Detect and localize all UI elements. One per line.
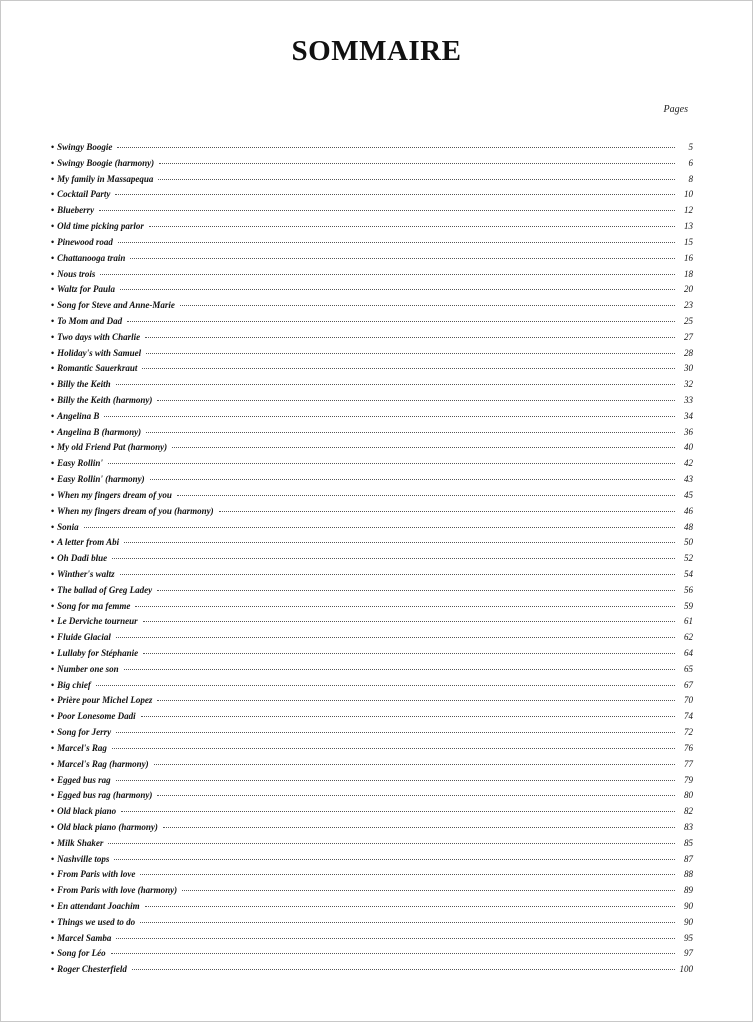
toc-entry-page-number: 36 (684, 426, 693, 437)
bullet: • (51, 221, 55, 232)
dot-leader (112, 546, 675, 559)
toc-entry-title: Song for Léo (57, 948, 106, 959)
toc-entry-title: Things we used to do (57, 916, 136, 927)
toc-entry-page-number: 5 (688, 142, 693, 152)
bullet: • (51, 489, 55, 500)
bullet: • (51, 474, 55, 485)
toc-entry-page-number: 72 (684, 727, 693, 738)
toc-entry-title: Old black piano (harmony) (57, 821, 158, 832)
bullet: • (51, 189, 55, 200)
dot-leader (154, 752, 675, 765)
bullet: • (51, 553, 55, 564)
toc-entry-page-number: 12 (684, 205, 693, 216)
page-title: SOMMAIRE (291, 35, 462, 67)
bullet: • (51, 584, 55, 595)
toc-entry-title: Song for Steve and Anne-Marie (57, 300, 175, 311)
toc-entry-title: My old Friend Pat (harmony) (57, 442, 168, 453)
toc-entry-title: My family in Massapequa (57, 173, 154, 184)
toc-entry-page-number: 34 (684, 410, 693, 421)
bullet: • (51, 853, 55, 864)
dot-leader (112, 736, 675, 749)
toc-entry-title: Blueberry (57, 205, 95, 216)
toc-entry-title: En attendant Joachim (57, 901, 140, 911)
dot-leader (96, 673, 675, 686)
bullet: • (51, 663, 55, 674)
toc-entry-page-number: 90 (684, 901, 693, 911)
toc-entry-page-number: 20 (684, 284, 693, 295)
toc-entry-title: Roger Chesterfield (57, 964, 127, 975)
toc-entry-page-number: 46 (684, 505, 693, 516)
dot-leader (135, 594, 675, 607)
toc-entry-title: When my fingers dream of you (harmony) (57, 505, 214, 516)
toc-entry-title: Swingy Boogie (57, 142, 113, 152)
bullet: • (51, 932, 55, 943)
dot-leader (100, 262, 675, 275)
toc-entry-page-number: 89 (684, 885, 693, 896)
toc-entry-title: From Paris with love (57, 869, 136, 880)
toc-entry-page-number: 56 (684, 584, 693, 595)
dot-leader (163, 815, 675, 828)
toc-entry-title: Easy Rollin' (harmony) (57, 474, 145, 485)
toc-entry-title: Prière pour Michel Lopez (57, 695, 153, 706)
toc-entry-title: Egged bus rag (harmony) (57, 790, 153, 801)
bullet: • (51, 600, 55, 611)
toc-entry-title: A letter from Abi (57, 537, 120, 548)
toc-entry-page-number: 28 (684, 347, 693, 358)
bullet: • (51, 236, 55, 247)
bullet: • (51, 521, 55, 532)
bullet: • (51, 774, 55, 785)
dot-leader (145, 894, 675, 907)
bullet: • (51, 410, 55, 421)
dot-leader (116, 768, 675, 781)
toc-entry-title: Angelina B (harmony) (57, 426, 142, 437)
toc-entry-title: From Paris with love (harmony) (57, 885, 178, 896)
dot-leader (172, 435, 675, 448)
toc-entry-page-number: 77 (684, 758, 693, 769)
dot-leader (146, 420, 675, 433)
dot-leader (108, 831, 675, 844)
toc-entry-page-number: 25 (684, 315, 693, 326)
dot-leader (143, 641, 675, 654)
toc-entry-page-number: 67 (684, 679, 693, 690)
toc-entry-title: Holiday's with Samuel (57, 347, 142, 358)
toc-entry-title: Chattanooga train (57, 252, 126, 263)
toc-entry-title: Nous trois (57, 268, 96, 279)
dot-leader (157, 578, 675, 591)
dot-leader (99, 198, 675, 211)
bullet: • (51, 315, 55, 326)
bullet: • (51, 648, 55, 658)
toc-entry-title: Billy the Keith (harmony) (57, 395, 153, 405)
bullet: • (51, 205, 55, 216)
dot-leader (159, 151, 675, 164)
toc-entry-page-number: 76 (684, 742, 693, 753)
bullet: • (51, 821, 55, 832)
toc-entry-title: The ballad of Greg Ladey (57, 584, 153, 595)
toc-entry-title: Easy Rollin' (57, 458, 103, 469)
toc-entry-title: Marcel's Rag (57, 742, 107, 753)
toc-entry-page-number: 90 (684, 916, 693, 927)
dot-leader (121, 799, 675, 812)
bullet: • (51, 869, 55, 880)
dot-leader (177, 483, 675, 496)
dot-leader (120, 562, 675, 575)
toc-entry-page-number: 80 (684, 790, 693, 801)
bullet: • (51, 268, 55, 279)
toc-entry-title: Pinewood road (57, 236, 113, 247)
toc-entry-page-number: 23 (684, 300, 693, 311)
dot-leader (149, 214, 675, 227)
toc-entry-page-number: 74 (684, 711, 693, 722)
toc-entry-title: Lullaby for Stéphanie (57, 648, 139, 658)
toc-entry (51, 959, 693, 975)
table-of-contents (51, 137, 693, 975)
dot-leader (114, 847, 675, 860)
toc-entry-page-number: 40 (684, 442, 693, 453)
dot-leader (141, 704, 675, 717)
bullet: • (51, 758, 55, 769)
dot-leader (145, 325, 675, 338)
bullet: • (51, 173, 55, 184)
toc-entry-title: Cocktail Party (57, 189, 111, 200)
dot-leader (130, 246, 675, 259)
toc-entry-page-number: 18 (684, 268, 693, 279)
toc-entry-page-number: 82 (684, 806, 693, 817)
toc-entry-title: Old black piano (57, 806, 117, 817)
dot-leader (219, 499, 675, 512)
dot-leader (124, 657, 675, 670)
dot-leader (140, 862, 675, 875)
dot-leader (143, 609, 675, 622)
toc-entry-page-number: 61 (684, 616, 693, 627)
toc-entry-page-number: 48 (684, 521, 693, 532)
dot-leader (158, 167, 675, 180)
bullet: • (51, 885, 55, 896)
bullet: • (51, 964, 55, 975)
dot-leader (116, 926, 675, 939)
toc-entry-page-number: 70 (684, 695, 693, 706)
dot-leader (120, 277, 675, 290)
toc-entry-title: Song for Jerry (57, 727, 112, 738)
toc-entry-page-number: 85 (684, 837, 693, 848)
toc-entry-title: Fluide Glacial (57, 632, 111, 643)
bullet: • (51, 379, 55, 390)
toc-entry-title: Big chief (57, 679, 91, 690)
bullet: • (51, 742, 55, 753)
toc-entry-page-number: 59 (684, 600, 693, 611)
bullet: • (51, 568, 55, 579)
toc-entry-title: Song for ma femme (57, 600, 131, 611)
dot-leader (104, 404, 675, 417)
bullet: • (51, 806, 55, 817)
toc-entry-title: Sonia (57, 521, 79, 532)
toc-entry-title: Swingy Boogie (harmony) (57, 157, 155, 168)
toc-entry-title: Marcel's Rag (harmony) (57, 758, 149, 769)
dot-leader (157, 388, 675, 401)
bullet: • (51, 426, 55, 437)
toc-entry-title: Marcel Samba (57, 932, 112, 943)
dot-leader (127, 309, 675, 322)
bullet: • (51, 679, 55, 690)
toc-entry-title: Billy the Keith (57, 379, 111, 390)
bullet: • (51, 142, 55, 152)
dot-leader (146, 341, 675, 354)
dot-leader (116, 372, 675, 385)
bullet: • (51, 616, 55, 627)
toc-entry-page-number: 52 (684, 553, 693, 564)
toc-entry-title: When my fingers dream of you (57, 489, 172, 500)
bullet: • (51, 331, 55, 342)
toc-entry-page-number: 95 (684, 932, 693, 943)
toc-entry-page-number: 88 (684, 869, 693, 880)
bullet: • (51, 458, 55, 469)
toc-entry-page-number: 8 (688, 173, 693, 184)
bullet: • (51, 790, 55, 801)
toc-entry-page-number: 64 (684, 648, 693, 658)
toc-entry-page-number: 65 (684, 663, 693, 674)
toc-entry-title: Two days with Charlie (57, 331, 141, 342)
toc-entry-page-number: 62 (684, 632, 693, 643)
toc-entry-page-number: 100 (679, 964, 693, 975)
toc-entry-title: Winther's waltz (57, 568, 115, 579)
toc-entry-page-number: 33 (684, 395, 693, 405)
toc-entry-page-number: 6 (688, 157, 693, 168)
toc-entry-page-number: 87 (684, 853, 693, 864)
toc-entry-title: Angelina B (57, 410, 100, 421)
bullet: • (51, 505, 55, 516)
dot-leader (180, 293, 675, 306)
toc-entry-page-number: 50 (684, 537, 693, 548)
bullet: • (51, 252, 55, 263)
bullet: • (51, 711, 55, 722)
dot-leader (84, 515, 675, 528)
toc-entry-page-number: 43 (684, 474, 693, 485)
dot-leader (118, 230, 675, 243)
toc-entry-title: Oh Dadi blue (57, 553, 108, 564)
bullet: • (51, 363, 55, 374)
bullet: • (51, 157, 55, 168)
dot-leader (157, 783, 675, 796)
toc-entry-title: Nashville tops (57, 853, 110, 864)
bullet: • (51, 442, 55, 453)
toc-entry-page-number: 83 (684, 821, 693, 832)
toc-entry-page-number: 54 (684, 568, 693, 579)
bullet: • (51, 948, 55, 959)
bullet: • (51, 916, 55, 927)
toc-entry-page-number: 27 (684, 331, 693, 342)
bullet: • (51, 300, 55, 311)
dot-leader (111, 941, 675, 954)
dot-leader (116, 625, 675, 638)
toc-entry-page-number: 13 (684, 221, 693, 232)
toc-entry-page-number: 32 (684, 379, 693, 390)
toc-entry-title: Milk Shaker (57, 837, 104, 848)
toc-entry-page-number: 42 (684, 458, 693, 469)
toc-entry-title: Old time picking parlor (57, 221, 144, 232)
toc-entry-page-number: 45 (684, 489, 693, 500)
bullet: • (51, 284, 55, 295)
toc-entry-title: Egged bus rag (57, 774, 111, 785)
dot-leader (140, 910, 675, 923)
dot-leader (132, 957, 675, 970)
dot-leader (115, 182, 675, 195)
bullet: • (51, 632, 55, 643)
toc-entry-title: To Mom and Dad (57, 315, 123, 326)
toc-entry-page-number: 15 (684, 236, 693, 247)
bullet: • (51, 695, 55, 706)
dot-leader (116, 720, 675, 733)
dot-leader (142, 356, 675, 369)
toc-entry-title: Poor Lonesome Dadi (57, 711, 136, 722)
toc-entry-title: Romantic Sauerkraut (57, 363, 138, 374)
bullet: • (51, 347, 55, 358)
toc-entry-page-number: 30 (684, 363, 693, 374)
bullet: • (51, 837, 55, 848)
pages-column-label: Pages (663, 104, 688, 115)
toc-entry-title: Waltz for Paula (57, 284, 115, 295)
toc-entry-page-number: 97 (684, 948, 693, 959)
bullet: • (51, 537, 55, 548)
dot-leader (157, 688, 675, 701)
dot-leader (182, 878, 675, 891)
toc-entry-title: Number one son (57, 663, 119, 674)
toc-entry-page-number: 10 (684, 189, 693, 200)
bullet: • (51, 395, 55, 405)
toc-entry-page-number: 16 (684, 252, 693, 263)
dot-leader (117, 135, 675, 148)
toc-entry-page-number: 79 (684, 774, 693, 785)
dot-leader (108, 451, 675, 464)
toc-entry-title: Le Derviche tourneur (57, 616, 138, 627)
bullet: • (51, 727, 55, 738)
dot-leader (124, 530, 675, 543)
bullet: • (51, 901, 55, 911)
dot-leader (150, 467, 675, 480)
